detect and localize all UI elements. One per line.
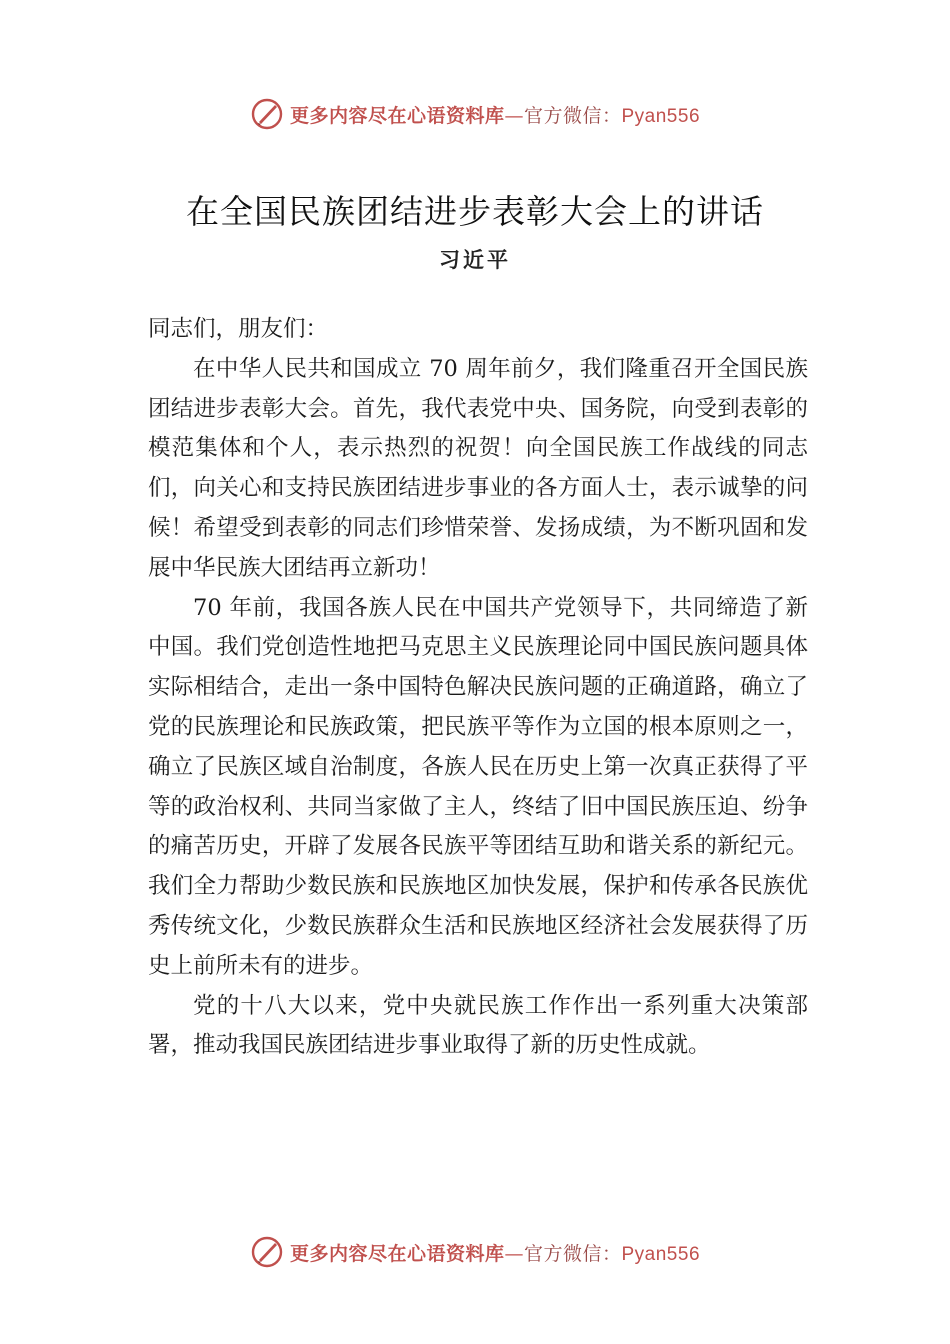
paragraph: 70 年前，我国各族人民在中国共产党领导下，共同缔造了新中国。我们党创造性地把马克思主义民族理论同中国民族问题具体实际相结合，走出一条中国特色解决民族问题的正确道路，确立了党的民族理论和民族政策，把民族平等作为立国的根本原则之一，确立了民族区域自治制度，各族人民在历史上第一次真正获得了平等的政治权利、共同当家做了主人，终结了旧中国民族压迫、纷争的痛苦历史，开辟了发展各民族平等团结互助和谐关系的新纪元。我们全力帮助少数民族和民族地区加快发展，保护和传承各民族优秀传统文化，少数民族群众生活和民族地区经济社会发展获得了历史上前所未有的进步。: [148, 594, 808, 979]
banner-wechat-label: 官方微信：: [523, 104, 622, 127]
banner-lead-text: 更多内容尽在心语资料库: [289, 104, 505, 127]
banner-dash: —: [504, 1242, 524, 1265]
header-banner-text: [290, 101, 700, 128]
banner-lead-text: 更多内容尽在心语资料库: [289, 1242, 505, 1265]
paragraph: 在中华人民共和国成立 70 周年前夕，我们隆重召开全国民族团结进步表彰大会。首先，我代表党中央、国务院，向受到表彰的模范集体和个人，表示热烈的祝贺！向全国民族工作战线的同志们，向关心和支持民族团结进步事业的各方面人士，表示诚挚的问候！希望受到表彰的同志们珍惜荣誉、发扬成绩，为不断巩固和发展中华民族大团结再立新功！: [148, 355, 808, 581]
banner-wechat-id: Pyan556: [621, 1243, 701, 1265]
footer-banner: [0, 1232, 950, 1272]
quill-seal-icon: [250, 97, 284, 131]
document-title: 在全国民族团结进步表彰大会上的讲话: [186, 192, 764, 231]
banner-wechat-id: Pyan556: [621, 105, 701, 127]
footer-banner-text: [290, 1239, 700, 1266]
header-banner: [0, 94, 950, 134]
document-author: 习近平: [439, 247, 511, 272]
paragraph: 党的十八大以来，党中央就民族工作作出一系列重大决策部署，推动我国民族团结进步事业取得了新的历史性成就。: [148, 992, 808, 1059]
banner-wechat-label: 官方微信：: [523, 1242, 622, 1265]
quill-seal-icon: [250, 1235, 284, 1269]
document-body: [148, 310, 808, 1066]
banner-dash: —: [504, 104, 524, 127]
salutation: 同志们，朋友们：: [148, 316, 329, 342]
